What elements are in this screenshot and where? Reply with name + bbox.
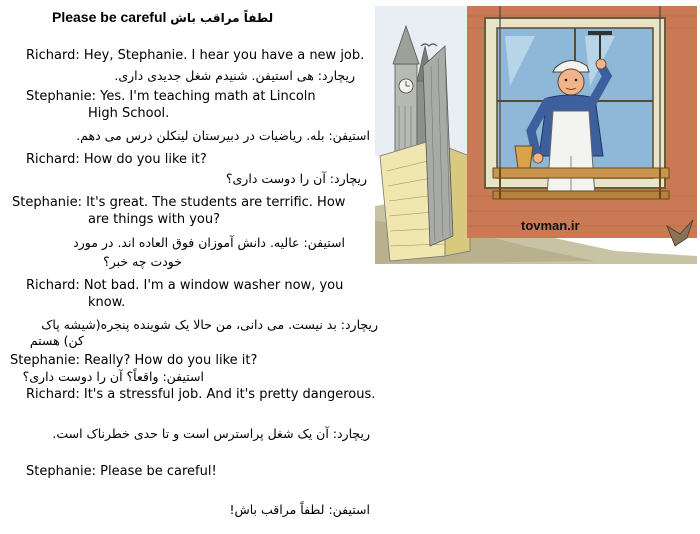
line-text: کن) هستم (29, 333, 84, 348)
line-continuation: are things with you? (88, 212, 220, 227)
line-text: ریچارد: هی استیفن. شنیدم شغل جدیدی داری. (114, 68, 355, 83)
dialogue-line-persian (23, 368, 204, 385)
line-text: Richard: It's a stressful job. And it's pretty dangerous. (26, 387, 376, 402)
line-text: استیفن: عالیه. دانش آموزان فوق العاده اند. در مورد (73, 235, 345, 250)
dialogue-line-english (10, 352, 257, 369)
dialogue-line-persian (76, 127, 370, 144)
line-continuation: know. (88, 295, 126, 310)
line-text: استیفن: لطفاً مراقب باش! (229, 502, 370, 517)
line-text: استیفن: بله. ریاضیات در دبیرستان لینکلن درس می دهم. (76, 128, 370, 143)
line-text: Stephanie: It's great. The students are terrific. How (12, 195, 346, 210)
dialogue-line-persian-continuation (103, 253, 182, 270)
dialogue-line-persian (229, 501, 370, 518)
line-text: Richard: Not bad. I'm a window washer now, you (26, 278, 344, 293)
dialogue-line-english (26, 88, 316, 122)
dialogue-line-english (26, 277, 343, 311)
line-text: Stephanie: Really? How do you like it? (10, 353, 258, 368)
line-text: ریچارد: آن را دوست داری؟ (225, 171, 367, 186)
dialogue-line-persian (41, 316, 378, 333)
line-text: Stephanie: Please be careful! (26, 464, 217, 479)
dialogue-line-english (12, 194, 345, 228)
line-text: ریچارد: بد نیست. می دانی، من حالا یک شوینده پنجره(شیشه پاک (41, 317, 378, 332)
dialogue-line-persian (114, 67, 355, 84)
title-persian: لطفاً مراقب باش (170, 11, 274, 25)
line-text: Richard: Hey, Stephanie. I hear you have a new job. (26, 48, 365, 63)
dialogue-line-english (26, 463, 217, 480)
dialogue-line-english (26, 386, 375, 403)
page-title (52, 9, 273, 25)
line-text: Richard: How do you like it? (26, 152, 207, 167)
dialogue-line-persian (52, 425, 370, 442)
dialogue-line-english (26, 47, 364, 64)
line-text: استیفن: واقعاً؟ آن را دوست داری؟ (22, 369, 204, 384)
title-english: Please be careful (52, 9, 167, 25)
yellow-building (380, 141, 470, 261)
watermark-text: tovman.ir (521, 218, 580, 233)
dialogue-line-persian-continuation (30, 332, 84, 349)
line-text: Stephanie: Yes. I'm teaching math at Lincoln (26, 89, 316, 104)
line-text: خودت چه خبر؟ (103, 254, 182, 269)
dialogue-line-persian (73, 234, 345, 251)
dialogue-line-persian (226, 170, 367, 187)
line-continuation: High School. (88, 106, 170, 121)
dialogue-line-english (26, 151, 207, 168)
line-text: ریچارد: آن یک شغل پراسترس است و تا حدی خطرناک است. (52, 426, 370, 441)
